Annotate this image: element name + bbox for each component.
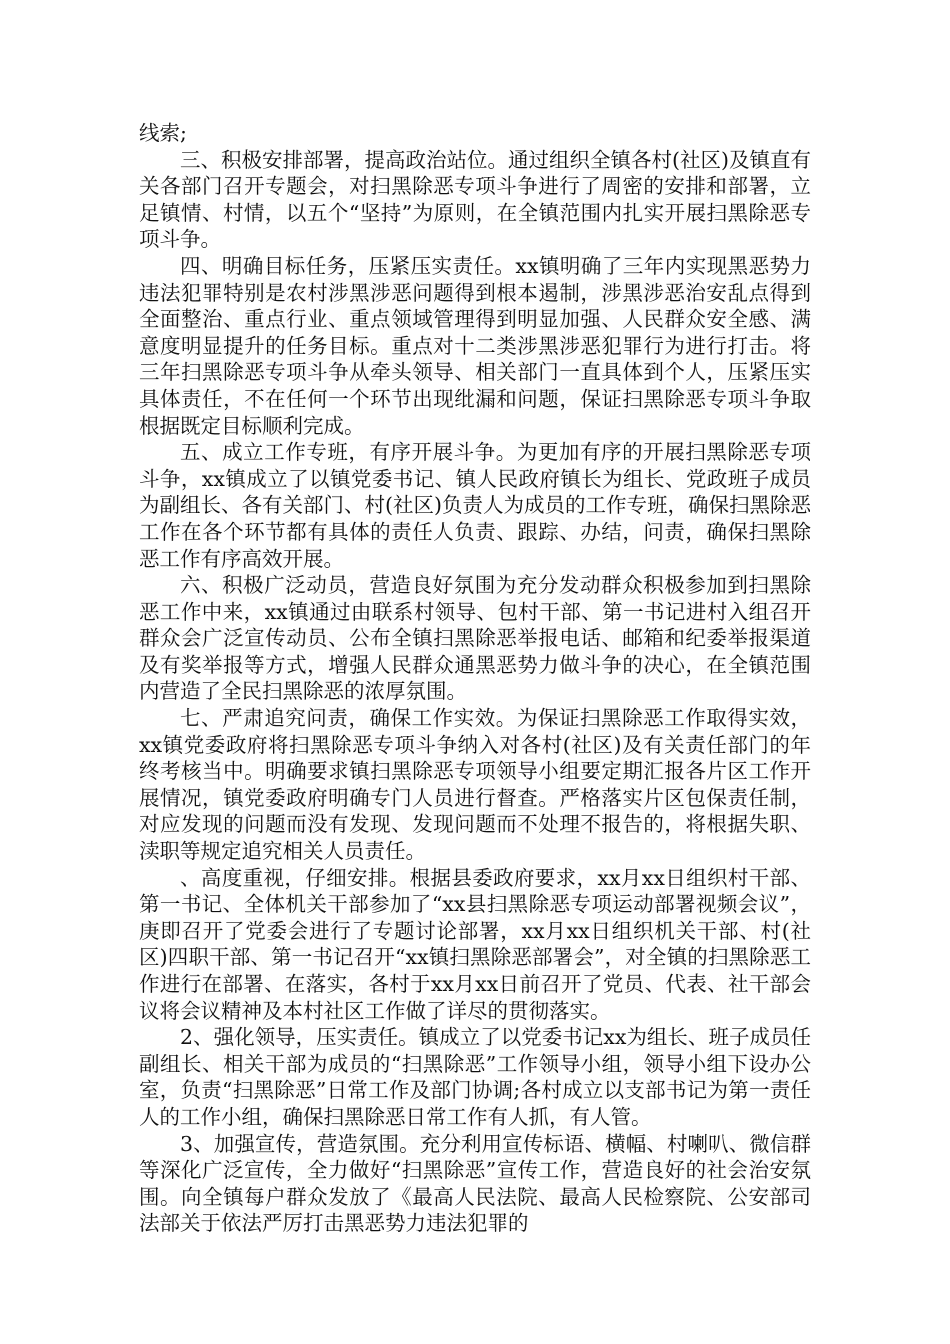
paragraph-section-7: 七、严肃追究问责，确保工作实效。为保证扫黑除恶工作取得实效，xx镇党委政府将扫黑除恶专项斗争纳入对各村(社区)及有关责任部门的年终考核当中。明确要求镇扫黑除恶专项领导小组要定期汇报各片区工作开展情况，镇党委政府明确专门人员进行督查。严格落实片区包保责任制，对应发现的问题而没有发现、发现问题而不处理不报告的，将根据失职、渎职等规定追究相关人员责任。 [139, 706, 811, 864]
paragraph-item-2: 2、强化领导，压实责任。镇成立了以党委书记xx为组长、班子成员任副组长、相关干部为成员的“扫黑除恶”工作领导小组，领导小组下设办公室，负责“扫黑除恶”日常工作及部门协调;各村成立以支部书记为第一责任人的工作小组，确保扫黑除恶日常工作有人抓，有人管。 [139, 1025, 811, 1129]
document-body [139, 120, 811, 1237]
paragraph-section-3: 三、积极安排部署，提高政治站位。通过组织全镇各村(社区)及镇直有关各部门召开专题会，对扫黑除恶专项斗争进行了周密的安排和部署，立足镇情、村情，以五个“坚持”为原则，在全镇范围内扎实开展扫黑除恶专项斗争。 [139, 147, 811, 252]
paragraph-section-5: 五、成立工作专班，有序开展斗争。为更加有序的开展扫黑除恶专项斗争，xx镇成立了以镇党委书记、镇人民政府镇长为组长、党政班子成员为副组长、各有关部门、村(社区)负责人为成员的工作专班，确保扫黑除恶工作在各个环节都有具体的责任人负责、跟踪、办结，问责，确保扫黑除恶工作有序高效开展。 [139, 440, 811, 571]
paragraph-clue-line: 线索; [139, 121, 187, 145]
paragraph-section-4: 四、明确目标任务，压紧压实责任。xx镇明确了三年内实现黑恶势力违法犯罪特别是农村涉黑涉恶问题得到根本遏制，涉黑涉恶治安乱点得到全面整治、重点行业、重点领域管理得到明显加强、人民群众安全感、满意度明显提升的任务目标。重点对十二类涉黑涉恶犯罪行为进行打击。将三年扫黑除恶专项斗争从牵头领导、相关部门一直具体到个人，压紧压实具体责任，不在任何一个环节出现纰漏和问题，保证扫黑除恶专项斗争取根据既定目标顺利完成。 [139, 253, 811, 438]
paragraph-section-6: 六、积极广泛动员，营造良好氛围为充分发动群众积极参加到扫黑除恶工作中来，xx镇通过由联系村领导、包村干部、第一书记进村入组召开群众会广泛宣传动员、公布全镇扫黑除恶举报电话、邮箱和纪委举报渠道及有奖举报等方式，增强人民群众通黑恶势力做斗争的决心，在全镇范围内营造了全民扫黑除恶的浓厚氛围。 [139, 573, 811, 704]
paragraph-item-3: 3、加强宣传，营造氛围。充分利用宣传标语、横幅、村喇叭、微信群等深化广泛宣传，全力做好“扫黑除恶”宣传工作，营造良好的社会治安氛围。向全镇每户群众发放了《最高人民法院、最高人民检察院、公安部司法部关于依法严厉打击黑恶势力违法犯罪的 [139, 1131, 811, 1236]
paragraph-item-1: 、高度重视，仔细安排。根据县委政府要求，xx月xx日组织村干部、第一书记、全体机关干部参加了“xx县扫黑除恶专项运动部署视频会议”，庚即召开了党委会进行了专题讨论部署，xx月xx日组织机关干部、村(社区)四职干部、第一书记召开“xx镇扫黑除恶部署会”，对全镇的扫黑除恶工作进行在部署、在落实，各村于xx月xx日前召开了党员、代表、社干部会议将会议精神及本村社区工作做了详尽的贯彻落实。 [139, 865, 811, 1023]
